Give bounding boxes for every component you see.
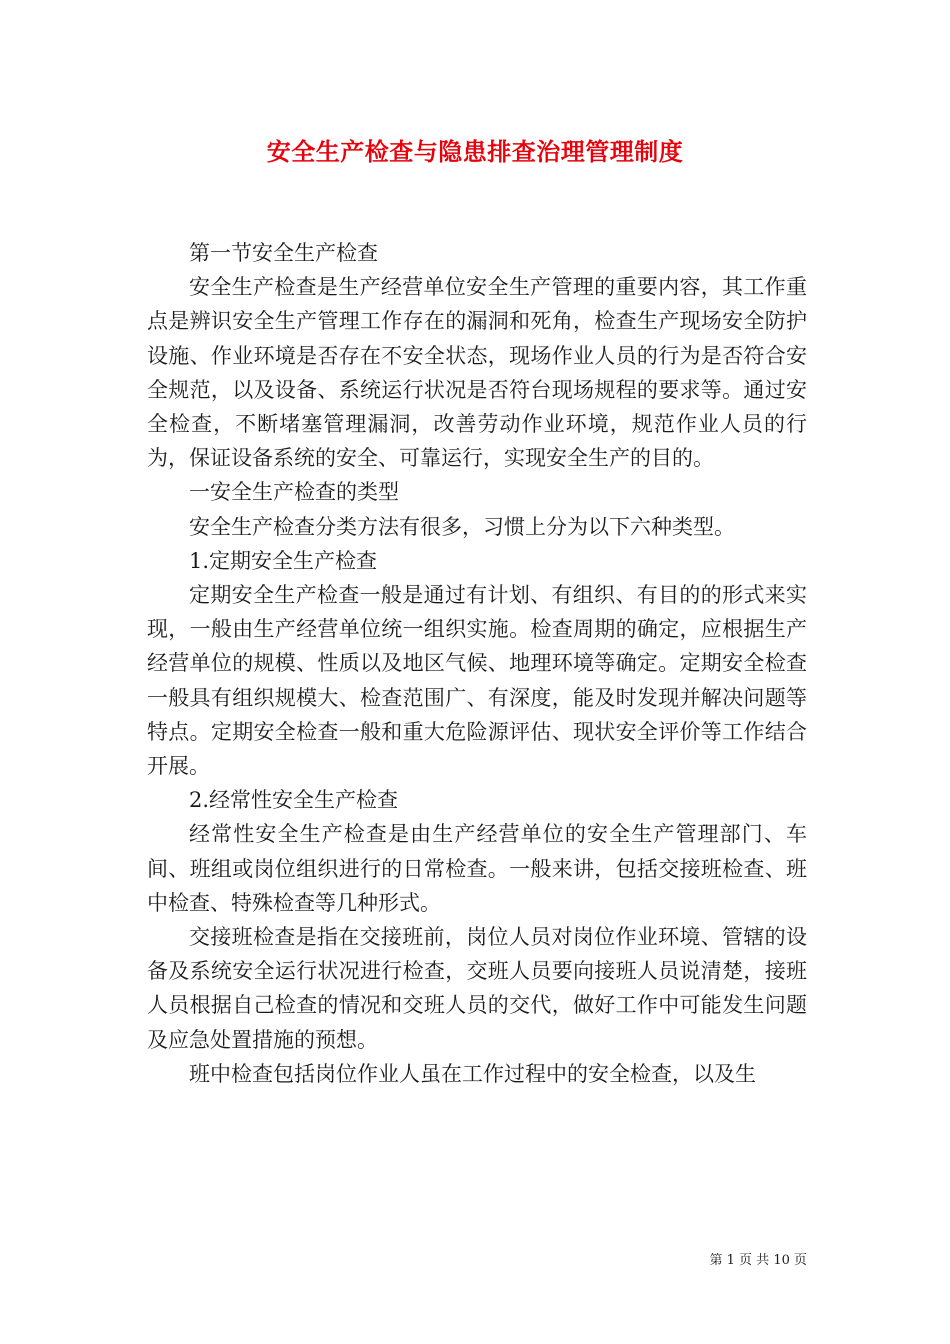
section-heading: 第一节安全生产检查 (189, 241, 378, 265)
paragraph: 安全生产检查分类方法有很多，习惯上分为以下六种类型。 (189, 514, 735, 539)
paragraph: 经常性安全生产检查是由生产经营单位的安全生产管理部门、车间、班组或岗位组织进行的日常检查。一般来讲，包括交接班检查、班中检查、特殊检查等几种形式。 (147, 822, 807, 915)
page-number-footer: 第 1 页 共 10 页 (709, 1253, 807, 1268)
document-body (147, 236, 807, 1091)
paragraph: 班中检查包括岗位作业人虽在工作过程中的安全检查，以及生 (189, 1061, 756, 1086)
subsection-heading: 一安全生产检查的类型 (189, 480, 399, 505)
document-title: 安全生产检查与隐患排查治理管理制度 (266, 137, 684, 166)
paragraph: 交接班检查是指在交接班前，岗位人员对岗位作业环境、管辖的设备及系统安全运行状况进行检查，交班人员要向接班人员说清楚，接班人员根据自己检查的情况和交班人员的交代，做好工作中可能发生问题及应急处置措施的预想。 (147, 925, 807, 1052)
subsection-heading: 2.经常性安全生产检查 (189, 788, 399, 813)
subsection-heading: 1.定期安全生产检查 (189, 548, 378, 573)
paragraph: 安全生产检查是生产经营单位安全生产管理的重要内容，其工作重点是辨识安全生产管理工作存在的漏洞和死角，检查生产现场安全防护设施、作业环境是否存在不安全状态，现场作业人员的行为是否符合安全规范，以及设备、系统运行状况是否符台现场规程的要求等。通过安全检查，不断堵塞管理漏洞，改善劳动作业环境，规范作业人员的行为，保证设备系统的安全、可靠运行，实现安全生产的目的。 (147, 275, 807, 471)
paragraph: 定期安全生产检查一般是通过有计划、有组织、有目的的形式来实现，一般由生产经营单位统一组织实施。检查周期的确定，应根据生产经营单位的规模、性质以及地区气候、地理环境等确定。定期安全检查一般具有组织规模大、检查范围广、有深度，能及时发现并解决问题等特点。定期安全检查一般和重大危险源评估、现状安全评价等工作结合开展。 (147, 583, 807, 779)
